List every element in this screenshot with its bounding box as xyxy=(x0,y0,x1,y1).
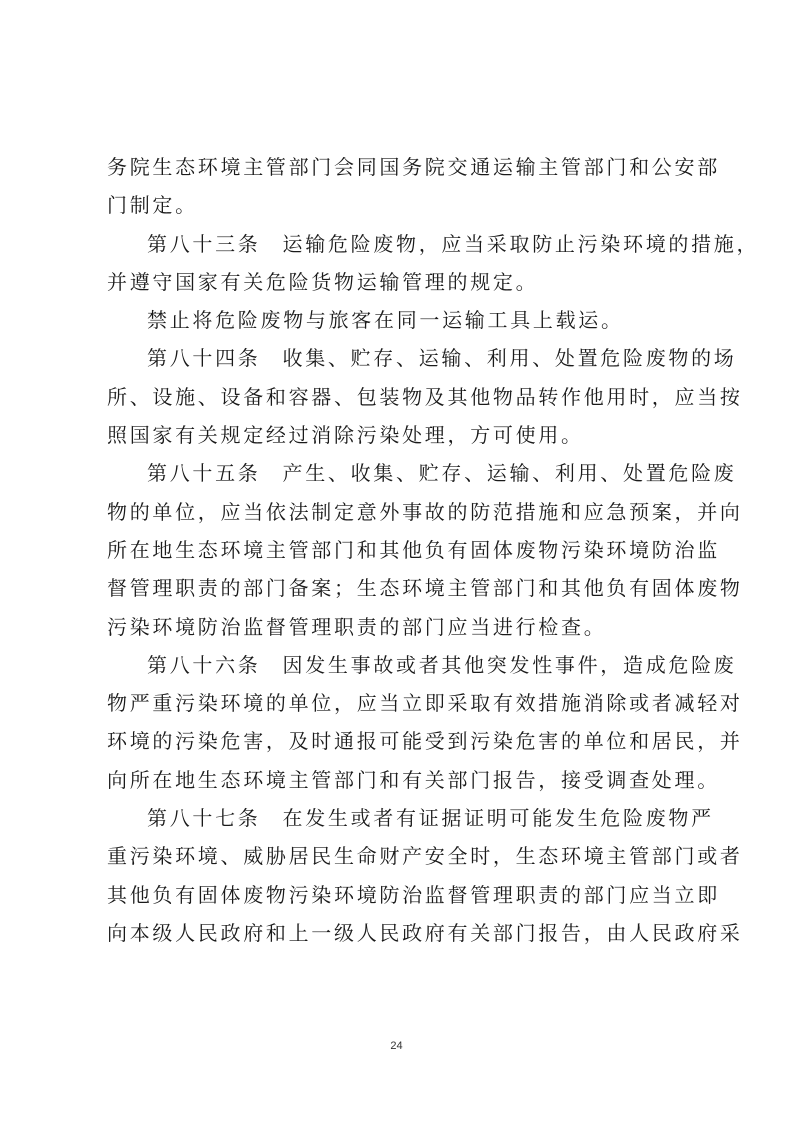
article-number: 第八十三条 xyxy=(147,231,261,256)
text-line: 禁止将危险废物与旅客在同一运输工具上载运。 xyxy=(147,308,624,333)
text-line: 物的单位，应当依法制定意外事故的防范措施和应急预案，并向 xyxy=(107,499,743,524)
article-text: 收集、贮存、运输、利用、处置危险废物的场 xyxy=(282,346,737,371)
article-number: 第八十四条 xyxy=(147,346,261,371)
article-84 xyxy=(107,339,743,454)
text-line: 务院生态环境主管部门会同国务院交通运输主管部门和公安部 xyxy=(107,155,720,179)
article-83 xyxy=(107,225,760,302)
text-line: 物严重污染环境的单位，应当立即采取有效措施消除或者减轻对 xyxy=(107,691,743,716)
text-line: 环境的污染危害，及时通报可能受到污染危害的单位和居民，并 xyxy=(107,729,743,754)
article-text: 产生、收集、贮存、运输、利用、处置危险废 xyxy=(282,461,737,486)
article-number: 第八十六条 xyxy=(147,652,261,677)
text-line: 并遵守国家有关危险货物运输管理的规定。 xyxy=(107,269,539,294)
text-line xyxy=(107,454,737,492)
text-line: 所、设施、设备和容器、包装物及其他物品转作他用时，应当按 xyxy=(107,384,743,409)
page-number: 24 xyxy=(390,1040,403,1052)
paragraph-continuation xyxy=(107,148,720,225)
body-text xyxy=(107,148,760,952)
text-line: 向本级人民政府和上一级人民政府有关部门报告，由人民政府采 xyxy=(107,920,743,945)
article-85 xyxy=(107,454,743,645)
text-line: 重污染环境、威胁居民生命财产安全时，生态环境主管部门或者 xyxy=(107,844,743,869)
article-87 xyxy=(107,799,743,952)
text-line: 门制定。 xyxy=(107,193,198,218)
paragraph-prohibition xyxy=(107,301,697,339)
article-86 xyxy=(107,646,743,799)
text-line: 督管理职责的部门备案；生态环境主管部门和其他负有固体废物 xyxy=(107,576,743,601)
text-line xyxy=(107,225,760,263)
article-number: 第八十五条 xyxy=(147,461,261,486)
article-text: 在发生或者有证据证明可能发生危险废物严 xyxy=(282,806,714,831)
text-line: 向所在地生态环境主管部门和有关部门报告，接受调查处理。 xyxy=(107,767,720,792)
text-line: 照国家有关规定经过消除污染处理，方可使用。 xyxy=(107,423,584,448)
article-number: 第八十七条 xyxy=(147,806,261,831)
text-line xyxy=(107,339,737,377)
text-line xyxy=(107,799,714,837)
article-text: 运输危险废物，应当采取防止污染环境的措施， xyxy=(282,231,760,256)
text-line xyxy=(107,646,737,684)
text-line: 所在地生态环境主管部门和其他负有固体废物污染环境防治监 xyxy=(107,537,720,562)
text-line: 污染环境防治监督管理职责的部门应当进行检查。 xyxy=(107,614,607,639)
text-line: 其他负有固体废物污染环境防治监督管理职责的部门应当立即 xyxy=(107,882,720,907)
article-text: 因发生事故或者其他突发性事件，造成危险废 xyxy=(282,652,737,677)
